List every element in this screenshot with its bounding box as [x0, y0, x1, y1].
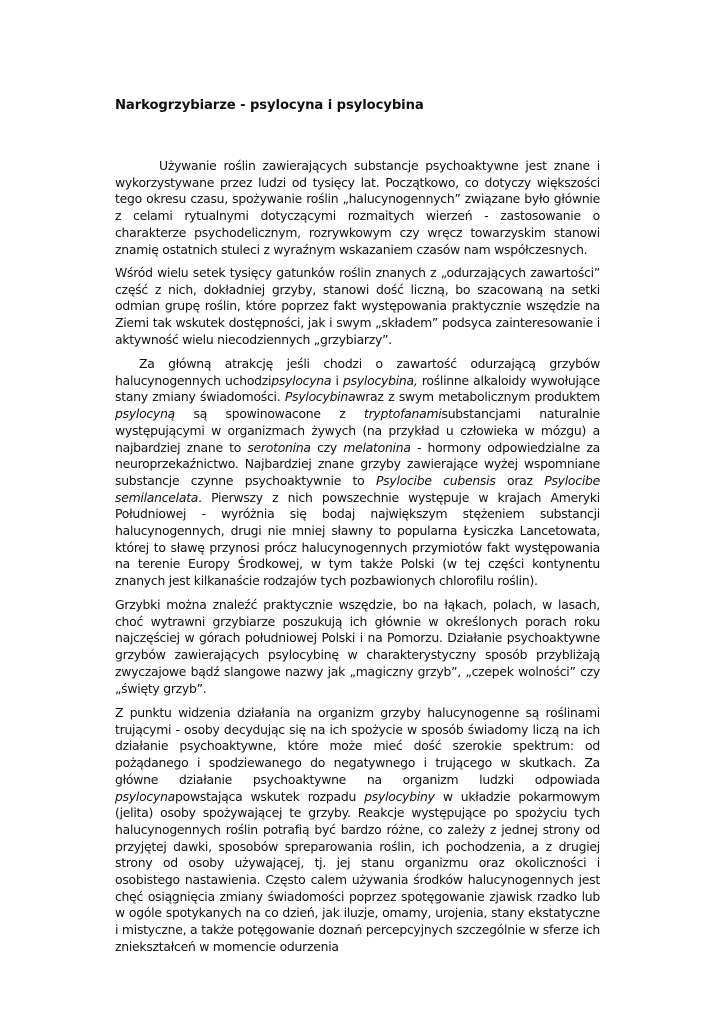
document-title: Narkogrzybiarze - psylocyna i psylocybina — [115, 98, 424, 113]
italic-term: melatonina — [343, 439, 411, 455]
paragraph-text: czy — [310, 439, 344, 455]
paragraph-text: substancjami naturalnie występującymi w organizmach żywych (na przykład u człowieka w mózgu) a najbardziej znane to — [115, 406, 600, 455]
italic-term: psylocyna — [271, 372, 332, 388]
paragraph-text: Wśród wielu setek tysięcy gatunków roślin znanych z „odurzających zawartości” część z nich, dokładniej grzyby, stanowi dość liczną, bo szacowaną na setki odmian grupę roślin, które poprzez fakt występowania praktycznie wszędzie na Ziemi tak wskutek dostępności, jak i swym „składem” podsyca zainteresowanie i aktywność wielu niecodziennych „grzybiarzy”. — [115, 265, 600, 347]
italic-term: serotonina — [247, 439, 311, 455]
paragraph-text: w układzie pokarmowym (jelita) osoby spożywającej te grzyby. Reakcje występujące po spożyciu tych halucynogennych roślin potrafią być bardzo różne, co zależy z jednej strony od przyjętej dawki, sposobów spreparowania roślin, ich pochodzenia, a z drugiej strony od osoby używającej, tj. jej stanu organizmu oraz okoliczności i osobistego nastawienia. Często calem używania środków halucynogennych jest chęć osiągnięcia zmiany świadomości poprzez spotęgowanie zjawisk rzadko lub w ogóle spotykanych na co dzień, jak iluzje, omamy, urojenia, stany ekstatyczne i mistyczne, a także potęgowanie doznań percepcyjnych szczególnie w sferze ich zniekształceń w momencie odurzenia — [115, 788, 600, 954]
italic-term: psylocyną — [115, 406, 176, 422]
paragraph-text: Za główną atrakcję jeśli chodzi o zawartość odurzającą grzybów halucynogennych uchodzi — [115, 356, 600, 388]
paragraph-text: Grzybki można znaleźć praktycznie wszędzie, bo na łąkach, polach, w lasach, choć wytrawni grzybiarze poszukują ich głównie w określonych porach roku najczęściej w górach południowej Polski i na Pomorzu. Działanie psychoaktywne grzybów zawierających psylocybinę w charakterystyczny sposób przybliżają zwyczajowe bądź slangowe nazwy jak „magiczny grzyb”, „czepek wolności” czy „święty grzyb”. — [115, 597, 600, 696]
paragraph-text: powstająca wskutek rozpadu — [175, 788, 365, 804]
paragraph-text: są spowinowacone z — [175, 406, 364, 422]
italic-term: psylocybina, — [343, 372, 418, 388]
paragraph-text: - hormony odpowiedzialne za neuroprzekaźnictwo. Najbardziej znane grzyby zawierające wyżej wspomniane substancje czynne psychoaktywnie to — [115, 439, 601, 488]
italic-term: psylocybiny — [364, 788, 435, 804]
italic-term: Psylocibe cubensis — [375, 472, 496, 488]
paragraph-3 — [115, 356, 600, 590]
paragraph-text: oraz — [495, 472, 545, 488]
paragraph-5 — [115, 705, 600, 956]
paragraph-text: i — [331, 372, 344, 388]
italic-term: psylocyna — [115, 788, 176, 804]
paragraph-text: Używanie roślin zawierających substancje psychoaktywne jest znane i wykorzystywane przez ludzi od tysięcy lat. Początkowo, co dotyczy większości tego okresu czasu, spożywanie roślin „halucynogennych” związane było głównie z celami rytualnymi dotyczącymi rozmaitych wierzeń - zastosowanie o charakterze psychodelicznym, rozrywkowym czy wręcz towarzyskim stanowi znamię ostatnich stuleci z wyraźnym wskazaniem czasów nam współczesnych. — [115, 158, 600, 257]
italic-term: Psylocibe semilancelata — [115, 472, 600, 505]
paragraph-4 — [115, 597, 600, 697]
paragraph-text: wraz z swym metabolicznym produktem — [355, 389, 600, 405]
italic-term: Psylocybina — [284, 389, 356, 405]
paragraph-2 — [115, 265, 600, 349]
paragraph-text: roślinne alkaloidy wywołujące stany zmiany świadomości. — [115, 372, 600, 405]
italic-term: tryptofanami — [363, 406, 442, 422]
paragraph-1 — [115, 158, 600, 258]
paragraph-text: Z punktu widzenia działania na organizm grzyby halucynogenne są roślinami trującymi - osoby decydując się na ich spożycie w sposób świadomy liczą na ich działanie psychoaktywne, które może mieć dość szerokie spektrum: od pożądanego i spodziewanego do negatywnego i trującego w skutkach. Za główne działanie psychoaktywne na organizm ludzki odpowiada — [115, 705, 600, 787]
paragraph-text: . Pierwszy z nich powszechnie występuje w krajach Ameryki Południowej - wyróżnia się bodaj największym stężeniem substancji halucynogennych, drugi nie mniej sławny to popularna Łysiczka Lancetowata, której to sławę przynosi prócz halucynogennych przymiotów fakt występowania na terenie Europy Środkowej, w tym także Polski (w tej części kontynentu znanych jest kilkanaście rodzajów tych pozbawionych chlorofilu roślin). — [115, 489, 600, 589]
